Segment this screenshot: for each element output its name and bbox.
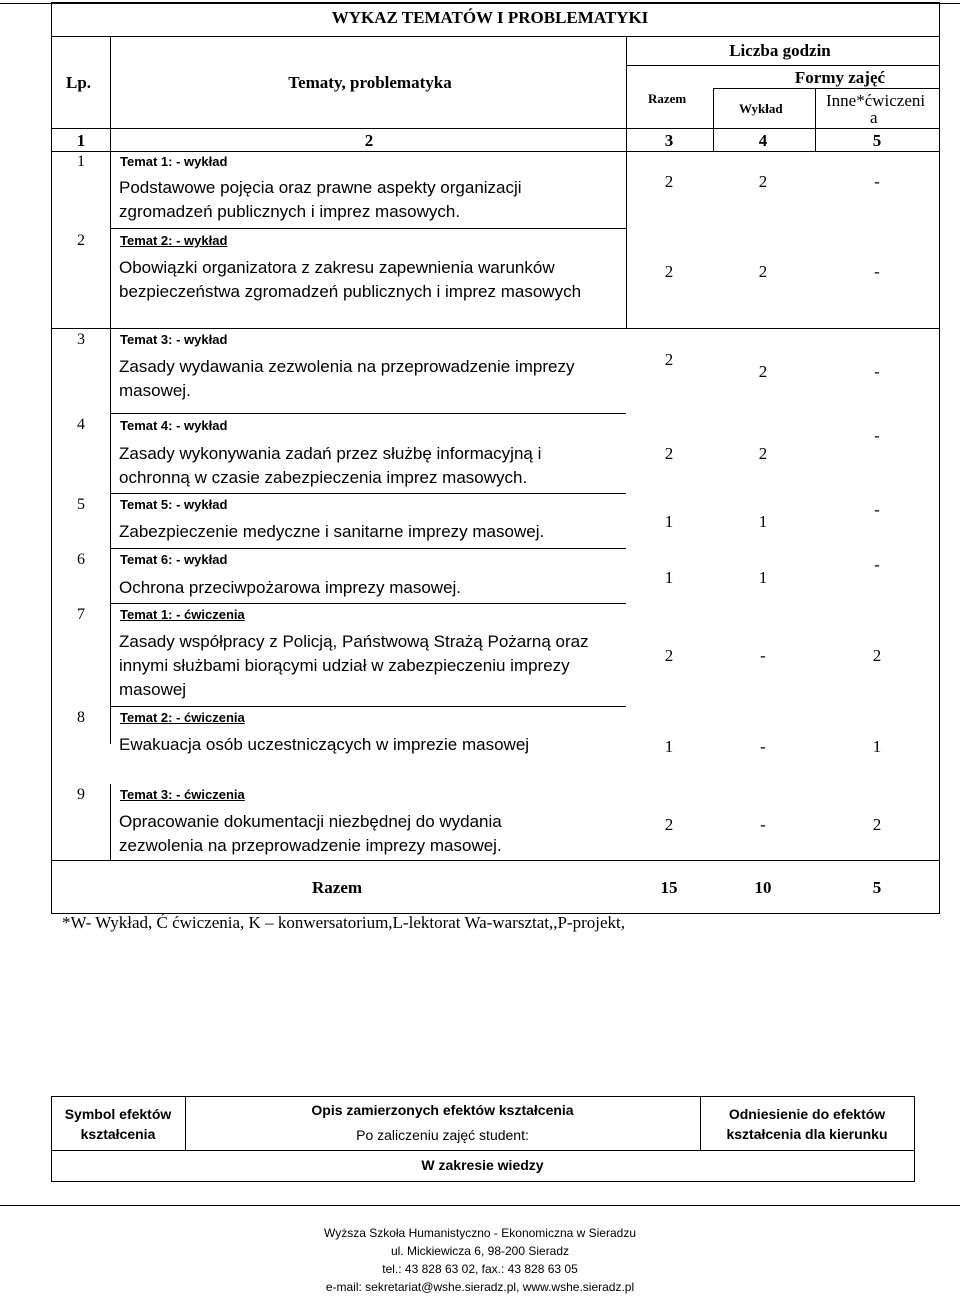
row-desc-line1: Zasady współpracy z Policją, Państwową Strażą Pożarną oraz <box>119 632 589 651</box>
row-desc-line2: zgromadzeń publicznych i imprez masowych. <box>119 202 461 221</box>
effects-border-bottom <box>51 1181 915 1182</box>
colnum-3: 3 <box>664 131 674 150</box>
effects-border-right <box>914 1096 915 1181</box>
row-desc-line2: innymi służbami biorącymi udział w zabezpieczeniu imprezy <box>119 656 570 675</box>
effects-col-symbol: Symbol efektów kształcenia <box>64 1106 172 1142</box>
row-sep <box>110 603 626 604</box>
effects-col-opis-sub: Po zaliczeniu zajęć student: <box>356 1127 529 1143</box>
row-desc-line1: Ewakuacja osób uczestniczących w imprezie masowej <box>119 735 530 754</box>
row-wyklad: 2 <box>758 444 768 463</box>
row-razem: 2 <box>664 350 674 369</box>
title-row-line <box>51 36 940 37</box>
row-desc-line1: Obowiązki organizatora z zakresu zapewnienia warunków <box>119 258 555 277</box>
row-lp: 4 <box>77 416 85 433</box>
row-razem: 1 <box>664 512 674 531</box>
header-line-2 <box>713 88 940 89</box>
row-topic: Temat 1: - ćwiczenia <box>120 607 245 622</box>
row-razem: 2 <box>664 262 674 281</box>
row-lp: 9 <box>77 786 85 803</box>
top-rule <box>0 3 960 4</box>
colnum-1: 1 <box>76 131 86 150</box>
row-inne: - <box>874 555 880 574</box>
row-inne: - <box>874 172 880 191</box>
header-inne-line2: a <box>870 108 878 127</box>
header-bottom-line <box>51 128 940 129</box>
effects-col-opis-title: Opis zamierzonych efektów kształcenia <box>311 1102 574 1118</box>
effects-col-divider-1 <box>185 1096 186 1150</box>
row-topic: Temat 5: - wykład <box>120 497 228 512</box>
row-inne: - <box>874 262 880 281</box>
row-desc-line1: Ochrona przeciwpożarowa imprezy masowej. <box>119 578 462 597</box>
row-topic: Temat 6: - wykład <box>120 552 228 567</box>
row-razem: 2 <box>664 172 674 191</box>
row-desc-line1: Zabezpieczenie medyczne i sanitarne imprezy masowej. <box>119 522 545 541</box>
table-border-left <box>51 2 52 914</box>
row-sep <box>110 548 626 549</box>
row-wyklad: 2 <box>758 172 768 191</box>
row-lp: 7 <box>77 606 85 623</box>
row-lp: 8 <box>77 709 85 726</box>
row-inne: - <box>874 362 880 381</box>
header-wyklad: Wykład <box>739 101 783 116</box>
header-inne-line1: Inne*ćwiczeni <box>826 91 926 110</box>
row-wyklad: - <box>760 646 766 665</box>
row-sep <box>110 493 626 494</box>
row-razem: 1 <box>664 568 674 587</box>
row-razem: 2 <box>664 444 674 463</box>
row-desc-line1: Zasady wydawania zezwolenia na przeprowadzenie imprezy <box>119 357 575 376</box>
colnum-5: 5 <box>872 131 882 150</box>
row-desc-line2: zezwolenia na przeprowadzenie imprezy masowej. <box>119 836 502 855</box>
row-lp: 6 <box>77 551 85 568</box>
table-title: WYKAZ TEMATÓW I PROBLEMATYKI <box>331 8 649 27</box>
footer-phone: tel.: 43 828 63 02, fax.: 43 828 63 05 <box>382 1262 578 1276</box>
row-desc-line1: Opracowanie dokumentacji niezbędnej do wydania <box>119 812 502 831</box>
row-topic: Temat 2: - wykład <box>120 233 228 248</box>
table-border-right <box>939 2 940 914</box>
header-lp: Lp. <box>66 73 92 92</box>
footer-rule <box>0 1205 960 1206</box>
row-topic: Temat 1: - wykład <box>120 154 228 169</box>
total-inne: 5 <box>872 878 882 897</box>
row-lp: 2 <box>77 232 85 249</box>
row-razem: 1 <box>664 737 674 756</box>
row-inne: 2 <box>872 815 882 834</box>
row-desc-line1: Podstawowe pojęcia oraz prawne aspekty organizacji <box>119 178 522 197</box>
row-inne: - <box>874 500 880 519</box>
row-sep <box>110 228 626 229</box>
row-wyklad: 1 <box>758 568 768 587</box>
wyklad-divider <box>815 88 816 151</box>
colnum-bottom-line <box>51 151 940 152</box>
colnum-2: 2 <box>364 131 374 150</box>
row-topic: Temat 3: - wykład <box>120 332 228 347</box>
total-label: Razem <box>312 878 363 897</box>
row-lp: 1 <box>77 153 85 170</box>
row-desc-line2: bezpieczeństwa zgromadzeń publicznych i imprez masowych <box>119 282 582 301</box>
header-formy: Formy zajęć <box>794 68 886 87</box>
lp-divider <box>110 36 111 744</box>
row-desc-line3: masowej <box>119 680 187 699</box>
effects-header-line <box>51 1150 915 1151</box>
footer-school-name: Wyższa Szkoła Humanistyczno - Ekonomiczna w Sieradzu <box>323 1226 636 1240</box>
effects-col-divider-2 <box>700 1096 701 1150</box>
effects-border-left <box>51 1096 52 1181</box>
row-desc-line1: Zasady wykonywania zadań przez służbę informacyjną i <box>119 444 542 463</box>
lp-divider-lower <box>110 784 111 860</box>
row-sep <box>51 328 940 329</box>
table-border-top <box>51 2 940 3</box>
colnum-4: 4 <box>758 131 768 150</box>
effects-section-wiedza: W zakresie wiedzy <box>421 1157 544 1173</box>
topic-divider <box>626 36 627 328</box>
row-sep <box>110 413 626 414</box>
razem-divider <box>713 88 714 151</box>
row-wyklad: 2 <box>758 362 768 381</box>
legend-text: *W- Wykład, Ć ćwiczenia, K – konwersatorium,L-lektorat Wa-warsztat,,P-projekt, <box>62 913 626 932</box>
row-wyklad: - <box>760 737 766 756</box>
row-razem: 2 <box>664 646 674 665</box>
row-desc-line2: masowej. <box>119 381 191 400</box>
footer-address: ul. Mickiewicza 6, 98-200 Sieradz <box>390 1244 570 1258</box>
row-razem: 2 <box>664 815 674 834</box>
row-sep-total <box>51 860 940 861</box>
header-line-1 <box>626 65 940 66</box>
effects-col-odniesienie: Odniesienie do efektów kształcenia dla kierunku <box>726 1106 888 1142</box>
row-wyklad: 2 <box>758 262 768 281</box>
effects-border-top <box>51 1096 915 1097</box>
row-lp: 3 <box>77 331 85 348</box>
header-tematy: Tematy, problematyka <box>288 73 452 92</box>
row-inne: 1 <box>872 737 882 756</box>
row-topic: Temat 3: - ćwiczenia <box>120 787 245 802</box>
row-wyklad: 1 <box>758 512 768 531</box>
row-desc-line2: ochronną w czasie zabezpieczenia imprez masowych. <box>119 468 528 487</box>
total-razem: 15 <box>660 878 678 897</box>
row-topic: Temat 4: - wykład <box>120 418 228 433</box>
row-inne: - <box>874 426 880 445</box>
header-razem: Razem <box>648 91 687 106</box>
row-topic: Temat 2: - ćwiczenia <box>120 710 245 725</box>
header-liczba-godzin: Liczba godzin <box>729 41 831 60</box>
row-sep <box>110 706 626 707</box>
row-wyklad: - <box>760 815 766 834</box>
row-inne: 2 <box>872 646 882 665</box>
row-lp: 5 <box>77 496 85 513</box>
footer-email: e-mail: sekretariat@wshe.sieradz.pl, www.wshe.sieradz.pl <box>325 1280 635 1294</box>
total-wyklad: 10 <box>754 878 772 897</box>
